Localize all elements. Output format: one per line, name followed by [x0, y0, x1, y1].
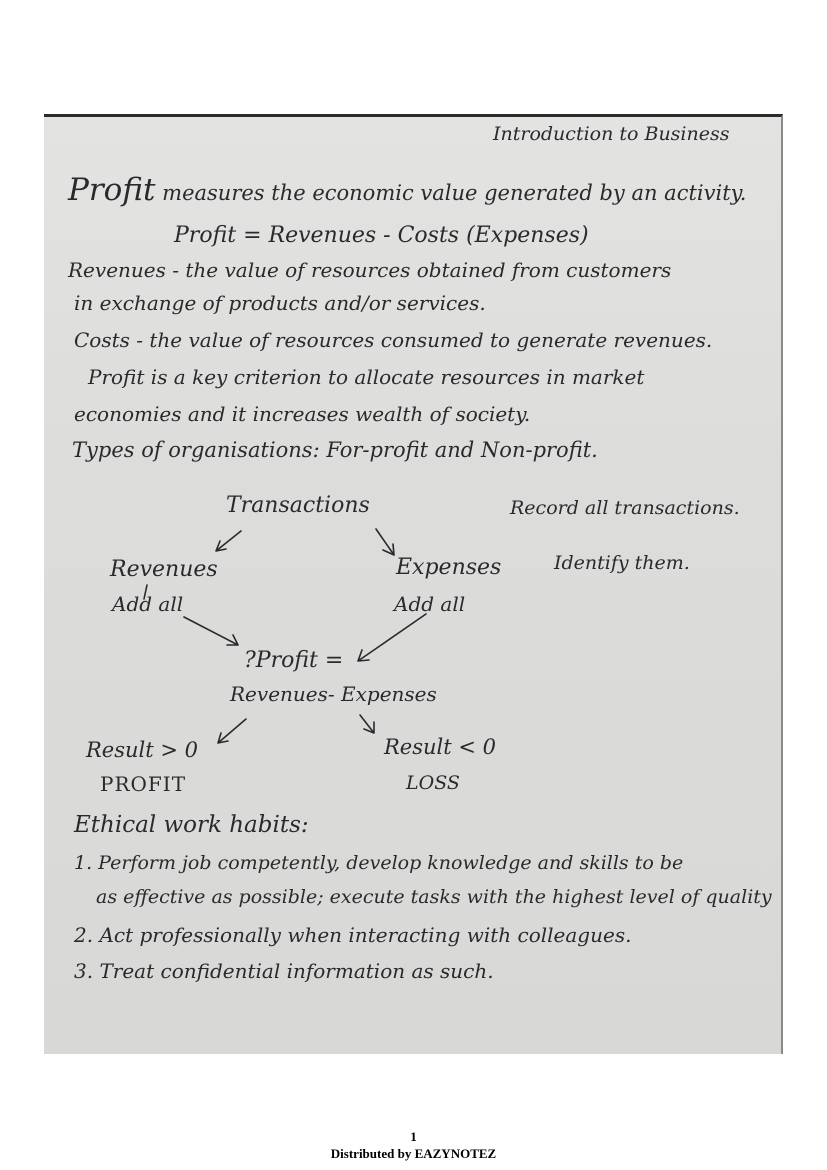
profit-definition-line	[68, 172, 747, 208]
arrow-right-to-profit	[358, 614, 426, 661]
diagram-add-all-right: Add all	[394, 592, 466, 616]
profit-word: Profit	[68, 172, 156, 208]
handwritten-notes-photo	[44, 114, 783, 1054]
diagram-result-positive: Result > 0	[86, 738, 199, 762]
page-number: 1	[410, 1129, 417, 1144]
diagram-identify-note: Identify them.	[554, 552, 690, 574]
diagram-profit-equation: ?Profit =	[244, 648, 344, 673]
diagram-profit-label: PROFIT	[100, 772, 187, 796]
ethics-item-1a: 1. Perform job competently, develop knowledge and skills to be	[74, 852, 684, 874]
organisation-types: Types of organisations: For-profit and Non-profit.	[72, 438, 598, 462]
ethics-item-3: 3. Treat confidential information as such.	[74, 959, 494, 983]
diagram-expenses: Expenses	[396, 555, 502, 580]
arrow-to-result-negative	[360, 715, 374, 733]
distributed-by: Distributed by EAZYNOTEZ	[330, 1146, 497, 1161]
diagram-add-all-left: Add all	[112, 592, 184, 616]
revenues-definition-1: Revenues - the value of resources obtained from customers	[68, 258, 672, 282]
criterion-line-1: Profit is a key criterion to allocate resources in market	[88, 365, 645, 389]
diagram-transactions: Transactions	[226, 493, 370, 518]
profit-formula: Profit = Revenues - Costs (Expenses)	[174, 223, 589, 248]
arrow-left-to-profit	[184, 617, 238, 645]
diagram-loss-label: LOSS	[406, 772, 460, 794]
revenues-definition-2: in exchange of products and/or services.	[74, 291, 486, 315]
arrow-to-revenues	[216, 531, 241, 551]
diagram-revenues-minus-expenses: Revenues- Expenses	[230, 682, 437, 706]
ethics-item-1b: as effective as possible; execute tasks with the highest level of quality	[96, 886, 772, 908]
criterion-line-2: economies and it increases wealth of society.	[74, 402, 531, 426]
arrow-to-result-positive	[218, 719, 246, 743]
diagram-revenues: Revenues	[110, 557, 218, 582]
costs-definition: Costs - the value of resources consumed to generate revenues.	[74, 328, 713, 352]
diagram-record-note: Record all transactions.	[510, 497, 740, 519]
arrow-to-expenses	[376, 529, 394, 555]
profit-definition: measures the economic value generated by an activity.	[162, 181, 747, 205]
ethics-heading: Ethical work habits:	[74, 812, 309, 838]
subject-header: Introduction to Business	[493, 123, 730, 145]
diagram-result-negative: Result < 0	[384, 735, 497, 759]
ethics-item-2: 2. Act professionally when interacting with colleagues.	[74, 923, 632, 947]
